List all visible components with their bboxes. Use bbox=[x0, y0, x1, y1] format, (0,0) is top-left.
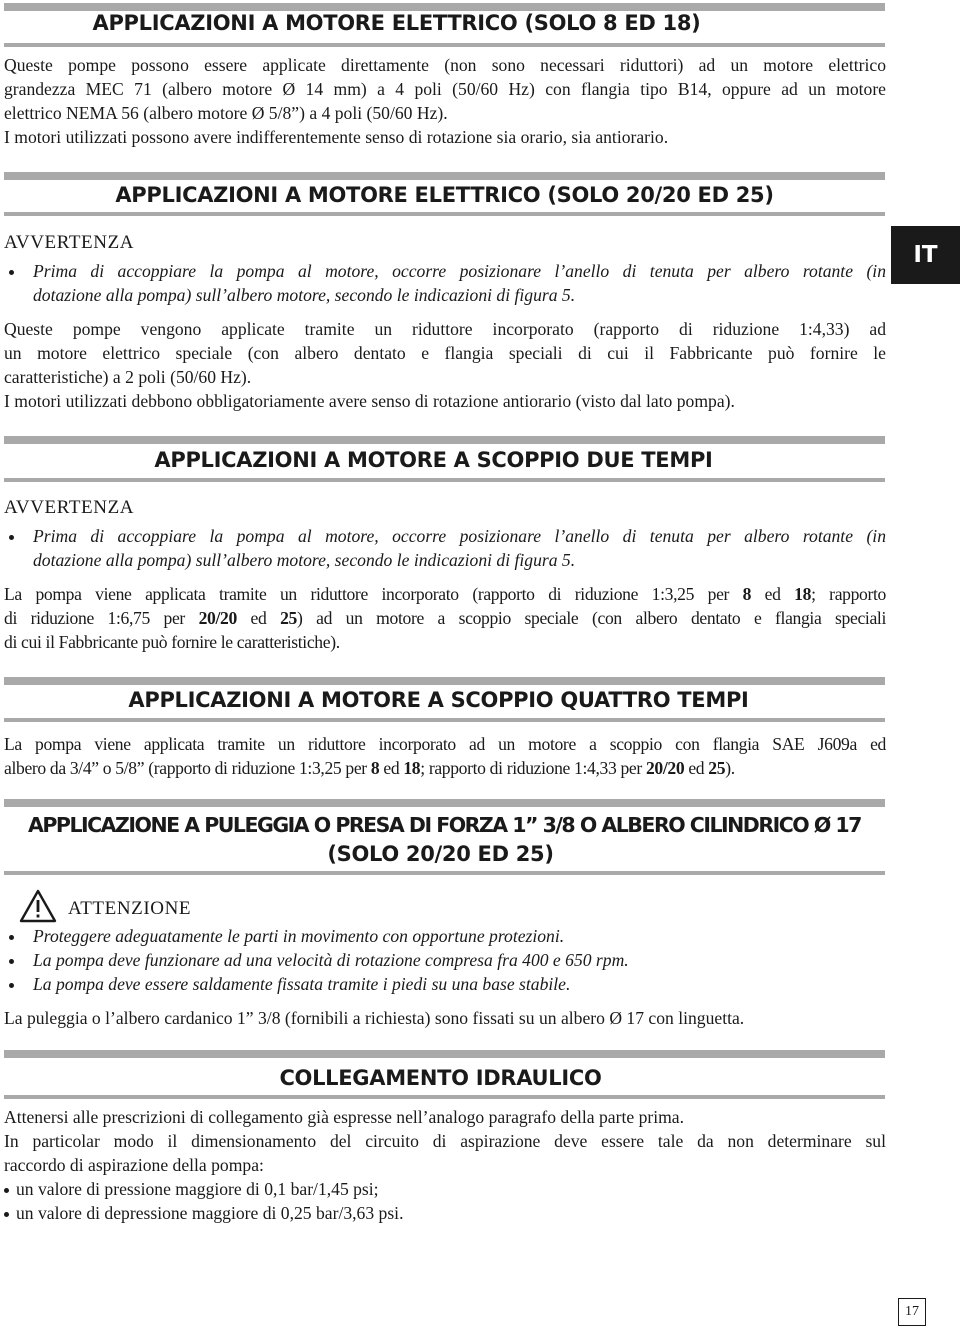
bullet-icon bbox=[9, 270, 14, 275]
text-run: ). bbox=[725, 758, 735, 778]
paragraph-two-stroke-engine bbox=[4, 582, 886, 654]
paragraph-pulley-pto bbox=[4, 1006, 886, 1030]
warning-list bbox=[4, 524, 886, 572]
model-number: 20/20 bbox=[645, 758, 685, 778]
text-run: ed bbox=[379, 758, 404, 778]
text-run: ) ad un motore a scoppio speciale (con albero dentato e flangia speciali bbox=[296, 608, 886, 628]
text-line: Proteggere adeguatamente le parti in movimento con opportune protezioni. bbox=[33, 926, 565, 946]
model-number: 20/20 bbox=[198, 608, 237, 628]
text-run: ed bbox=[684, 758, 709, 778]
text-run: ed bbox=[236, 608, 281, 628]
warning-title: ATTENZIONE bbox=[68, 898, 192, 919]
section-rule-top bbox=[4, 1050, 885, 1058]
text-line: elettrico NEMA 56 (albero motore Ø 5/8”) a 4 poli (50/60 Hz). bbox=[4, 103, 448, 123]
text-line: La pompa viene applicata tramite un riduttore incorporato ad un motore a scoppio con flangia SAE J609a ed bbox=[4, 734, 886, 754]
bullet-icon bbox=[9, 983, 14, 988]
text-line bbox=[4, 606, 886, 630]
text-line: La puleggia o l’albero cardanico 1” 3/8 (fornibili a richiesta) sono fissati su un albero Ø 17 con linguetta. bbox=[4, 1008, 745, 1028]
section-heading-pulley-pto: APPLICAZIONE A PULEGGIA O PRESA DI FORZA 1” 3/8 O ALBERO CILINDRICO Ø 17 bbox=[28, 813, 861, 837]
model-number: 8 bbox=[370, 758, 380, 778]
section-rule-top bbox=[4, 172, 885, 180]
paragraph-electric-motor-20-25 bbox=[4, 317, 886, 413]
model-number: 8 bbox=[742, 584, 752, 604]
warning-item bbox=[4, 524, 886, 572]
paragraph-four-stroke-engine bbox=[4, 732, 886, 780]
section-rule-top bbox=[4, 3, 885, 11]
warning-list bbox=[4, 924, 886, 996]
text-line: raccordo di aspirazione della pompa: bbox=[4, 1155, 264, 1175]
bullet-icon bbox=[9, 935, 14, 940]
section-rule-bottom bbox=[4, 478, 885, 482]
page-number: 17 bbox=[898, 1298, 926, 1326]
paragraph-hydraulic-connection bbox=[4, 1105, 886, 1177]
text-run: albero da 3/4” o 5/8” (rapporto di riduzione 1:3,25 per bbox=[4, 758, 371, 778]
bullet-icon bbox=[4, 1188, 9, 1193]
warning-triangle-icon bbox=[19, 889, 57, 923]
text-line: Attenersi alle prescrizioni di collegamento già espresse nell’analogo paragrafo della parte prima. bbox=[4, 1107, 685, 1127]
model-number: 25 bbox=[280, 608, 297, 628]
text-line: Queste pompe possono essere applicate direttamente (non sono necessari riduttori) ad un motore elettrico bbox=[4, 55, 886, 75]
warning-list bbox=[4, 259, 886, 307]
section-heading-four-stroke-engine: APPLICAZIONI A MOTORE A SCOPPIO QUATTRO TEMPI bbox=[128, 688, 749, 712]
text-line: Queste pompe vengono applicate tramite un riduttore incorporato (rapporto di riduzione 1:4,33) ad bbox=[4, 319, 886, 339]
section-rule-top bbox=[4, 799, 885, 807]
text-line: un motore elettrico speciale (con albero dentato e flangia speciali di cui il Fabbricante può fornire le bbox=[4, 343, 886, 363]
warning-item bbox=[4, 259, 886, 307]
text-line: Prima di accoppiare la pompa al motore, occorre posizionare l’anello di tenuta per albero rotante (in bbox=[33, 526, 886, 546]
text-run: di riduzione 1:6,75 per bbox=[4, 608, 199, 628]
text-line: un valore di depressione maggiore di 0,25 bar/3,63 psi. bbox=[16, 1203, 404, 1223]
text-run: ; rapporto di riduzione 1:4,33 per bbox=[420, 758, 646, 778]
section-rule-bottom bbox=[4, 871, 885, 875]
section-heading-electric-motor-20-25: APPLICAZIONI A MOTORE ELETTRICO (SOLO 20/20 ED 25) bbox=[115, 183, 774, 207]
bullet-icon bbox=[4, 1212, 9, 1217]
text-line: In particolar modo il dimensionamento del circuito di aspirazione deve essere tale da non determinare sul bbox=[4, 1131, 886, 1151]
text-line bbox=[4, 582, 886, 606]
warning-item bbox=[4, 948, 886, 972]
text-line bbox=[4, 756, 886, 780]
list-item bbox=[4, 1177, 886, 1201]
warning-item bbox=[4, 972, 886, 996]
text-line: un valore di pressione maggiore di 0,1 bar/1,45 psi; bbox=[16, 1179, 379, 1199]
warning-title: AVVERTENZA bbox=[4, 232, 135, 253]
text-line: La pompa deve funzionare ad una velocità di rotazione compresa fra 400 e 650 rpm. bbox=[33, 950, 629, 970]
section-heading-pulley-pto-models: (SOLO 20/20 ED 25) bbox=[327, 842, 554, 866]
section-heading-electric-motor-8-18: APPLICAZIONI A MOTORE ELETTRICO (SOLO 8 ED 18) bbox=[92, 11, 701, 35]
text-line: La pompa deve essere saldamente fissata tramite i piedi su una base stabile. bbox=[33, 974, 571, 994]
section-rule-top bbox=[4, 677, 885, 685]
bullet-icon bbox=[9, 959, 14, 964]
model-number: 18 bbox=[794, 584, 812, 604]
text-run: La pompa viene applicata tramite un riduttore incorporato (rapporto di riduzione 1:3,25 per bbox=[4, 584, 743, 604]
text-line: dotazione alla pompa) sull’albero motore, secondo le indicazioni di figura 5. bbox=[33, 285, 576, 305]
text-run: ed bbox=[751, 584, 795, 604]
text-line: I motori utilizzati debbono obbligatoriamente avere senso di rotazione antiorario (visto dal lato pompa). bbox=[4, 391, 735, 411]
paragraph-electric-motor-8-18 bbox=[4, 53, 886, 149]
section-rule-bottom bbox=[4, 718, 885, 722]
text-line: caratteristiche) a 2 poli (50/60 Hz). bbox=[4, 367, 252, 387]
text-line: di cui il Fabbricante può fornire le caratteristiche). bbox=[4, 632, 340, 652]
section-heading-two-stroke-engine: APPLICAZIONI A MOTORE A SCOPPIO DUE TEMPI bbox=[154, 448, 713, 472]
section-rule-bottom bbox=[4, 212, 885, 216]
text-line: dotazione alla pompa) sull’albero motore, secondo le indicazioni di figura 5. bbox=[33, 550, 576, 570]
text-line: Prima di accoppiare la pompa al motore, occorre posizionare l’anello di tenuta per albero rotante (in bbox=[33, 261, 886, 281]
model-number: 18 bbox=[403, 758, 421, 778]
text-run: ; rapporto bbox=[811, 584, 886, 604]
section-rule-bottom bbox=[4, 43, 885, 47]
warning-item bbox=[4, 924, 886, 948]
section-rule-bottom bbox=[4, 1095, 885, 1099]
language-tab: IT bbox=[891, 226, 960, 284]
requirements-list bbox=[4, 1177, 886, 1225]
text-line: I motori utilizzati possono avere indifferentemente senso di rotazione sia orario, sia antiorario. bbox=[4, 127, 669, 147]
text-line: grandezza MEC 71 (albero motore Ø 14 mm) a 4 poli (50/60 Hz) con flangia tipo B14, oppure ad un motore bbox=[4, 79, 886, 99]
model-number: 25 bbox=[708, 758, 726, 778]
section-rule-top bbox=[4, 436, 885, 444]
section-heading-hydraulic-connection: COLLEGAMENTO IDRAULICO bbox=[279, 1066, 602, 1090]
list-item bbox=[4, 1201, 886, 1225]
warning-title: AVVERTENZA bbox=[4, 497, 135, 518]
bullet-icon bbox=[9, 535, 14, 540]
